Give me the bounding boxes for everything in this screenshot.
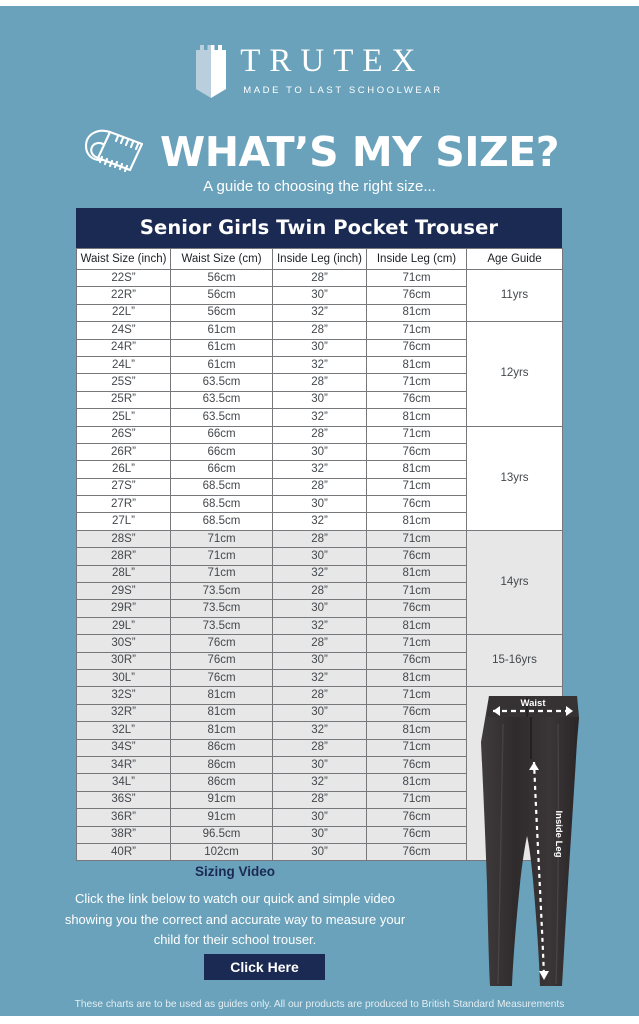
- cell-waist-inch: 28L”: [77, 565, 171, 582]
- disclaimer-text: These charts are to be used as guides only. All our products are produced to British Standard Measurements: [74, 999, 565, 1010]
- column-header-waist-inch: Waist Size (inch): [77, 249, 171, 270]
- table-row: [77, 426, 563, 443]
- cell-leg-inch: 30”: [273, 496, 367, 513]
- cell-waist-cm: 66cm: [171, 426, 273, 443]
- table-header: [77, 249, 563, 270]
- cell-leg-cm: 81cm: [367, 774, 467, 791]
- cell-leg-inch: 32”: [273, 617, 367, 634]
- cell-leg-cm: 76cm: [367, 704, 467, 721]
- cell-leg-inch: 30”: [273, 843, 367, 860]
- column-header-leg-cm: Inside Leg (cm): [367, 249, 467, 270]
- cell-leg-cm: 71cm: [367, 791, 467, 808]
- brand-tagline: MADE TO LAST SCHOOLWEAR: [243, 85, 443, 96]
- cell-waist-cm: 56cm: [171, 270, 273, 287]
- cell-waist-cm: 61cm: [171, 322, 273, 339]
- cell-waist-cm: 81cm: [171, 704, 273, 721]
- cell-waist-cm: 86cm: [171, 739, 273, 756]
- cell-waist-cm: 61cm: [171, 356, 273, 373]
- cell-waist-cm: 71cm: [171, 548, 273, 565]
- cell-waist-cm: 73.5cm: [171, 600, 273, 617]
- cell-age-guide: 15-16yrs: [467, 635, 563, 687]
- chart-title: Senior Girls Twin Pocket Trouser: [76, 208, 562, 248]
- column-header-leg-inch: Inside Leg (inch): [273, 249, 367, 270]
- waist-label: Waist: [520, 698, 546, 709]
- page-title: WHAT’S MY SIZE?: [160, 128, 559, 176]
- cell-leg-inch: 28”: [273, 583, 367, 600]
- cell-leg-inch: 30”: [273, 826, 367, 843]
- cell-waist-cm: 66cm: [171, 461, 273, 478]
- cell-waist-cm: 63.5cm: [171, 409, 273, 426]
- cell-waist-cm: 81cm: [171, 687, 273, 704]
- cell-leg-inch: 32”: [273, 304, 367, 321]
- cell-waist-inch: 30R”: [77, 652, 171, 669]
- cell-leg-cm: 76cm: [367, 756, 467, 773]
- cell-leg-inch: 30”: [273, 704, 367, 721]
- measuring-tape-icon: [80, 124, 154, 180]
- cell-waist-inch: 24L”: [77, 356, 171, 373]
- cell-waist-cm: 73.5cm: [171, 583, 273, 600]
- cell-leg-inch: 32”: [273, 722, 367, 739]
- cell-waist-inch: 22L”: [77, 304, 171, 321]
- cell-leg-inch: 32”: [273, 461, 367, 478]
- cell-age-guide: 11yrs: [467, 270, 563, 322]
- cell-age-guide: 12yrs: [467, 322, 563, 426]
- brand-name: TRUTEX: [240, 43, 425, 79]
- cell-leg-cm: 81cm: [367, 617, 467, 634]
- cell-leg-cm: 76cm: [367, 843, 467, 860]
- cell-leg-cm: 76cm: [367, 548, 467, 565]
- cell-leg-inch: 32”: [273, 409, 367, 426]
- cell-leg-cm: 81cm: [367, 669, 467, 686]
- cell-leg-cm: 76cm: [367, 826, 467, 843]
- cell-waist-inch: 27R”: [77, 496, 171, 513]
- cell-leg-inch: 28”: [273, 530, 367, 547]
- cell-waist-inch: 30S”: [77, 635, 171, 652]
- cell-waist-inch: 25S”: [77, 374, 171, 391]
- cell-waist-inch: 40R”: [77, 843, 171, 860]
- cell-leg-cm: 71cm: [367, 322, 467, 339]
- cell-waist-inch: 29R”: [77, 600, 171, 617]
- cell-waist-cm: 86cm: [171, 774, 273, 791]
- cell-leg-cm: 81cm: [367, 722, 467, 739]
- cell-waist-inch: 32S”: [77, 687, 171, 704]
- cell-waist-cm: 61cm: [171, 339, 273, 356]
- cell-leg-cm: 76cm: [367, 339, 467, 356]
- cell-leg-inch: 32”: [273, 669, 367, 686]
- cell-leg-inch: 30”: [273, 443, 367, 460]
- cell-waist-cm: 76cm: [171, 652, 273, 669]
- cell-waist-inch: 34R”: [77, 756, 171, 773]
- cell-waist-cm: 66cm: [171, 443, 273, 460]
- table-row: [77, 322, 563, 339]
- cell-waist-inch: 27L”: [77, 513, 171, 530]
- cell-leg-cm: 76cm: [367, 391, 467, 408]
- table-row: [77, 635, 563, 652]
- page-subtitle: A guide to choosing the right size...: [203, 178, 436, 195]
- cell-waist-inch: 26R”: [77, 443, 171, 460]
- cell-waist-inch: 36R”: [77, 809, 171, 826]
- cell-waist-cm: 71cm: [171, 565, 273, 582]
- cell-leg-cm: 76cm: [367, 287, 467, 304]
- inside-leg-label: Inside Leg: [553, 810, 564, 858]
- bottom-edge: [0, 1016, 639, 1024]
- cell-waist-cm: 76cm: [171, 635, 273, 652]
- cell-leg-inch: 30”: [273, 287, 367, 304]
- cell-leg-inch: 30”: [273, 652, 367, 669]
- cell-waist-inch: 30L”: [77, 669, 171, 686]
- cell-leg-cm: 71cm: [367, 530, 467, 547]
- cell-leg-cm: 71cm: [367, 687, 467, 704]
- cell-leg-inch: 28”: [273, 791, 367, 808]
- cell-waist-cm: 91cm: [171, 809, 273, 826]
- click-here-button[interactable]: Click Here: [204, 954, 325, 980]
- page-title-row: [0, 124, 639, 180]
- cell-leg-inch: 32”: [273, 356, 367, 373]
- cell-waist-inch: 24R”: [77, 339, 171, 356]
- cell-waist-inch: 25R”: [77, 391, 171, 408]
- cell-waist-cm: 86cm: [171, 756, 273, 773]
- cell-waist-cm: 81cm: [171, 722, 273, 739]
- cell-leg-cm: 76cm: [367, 600, 467, 617]
- cell-waist-inch: 38R”: [77, 826, 171, 843]
- cell-leg-inch: 30”: [273, 339, 367, 356]
- castle-shield-icon: [196, 45, 226, 98]
- cell-waist-cm: 91cm: [171, 791, 273, 808]
- cell-leg-cm: 76cm: [367, 809, 467, 826]
- cell-leg-cm: 71cm: [367, 635, 467, 652]
- cell-leg-inch: 32”: [273, 774, 367, 791]
- cell-leg-inch: 30”: [273, 756, 367, 773]
- cell-waist-cm: 76cm: [171, 669, 273, 686]
- cell-waist-cm: 71cm: [171, 530, 273, 547]
- cell-waist-cm: 63.5cm: [171, 391, 273, 408]
- top-edge: [0, 0, 639, 6]
- cell-leg-inch: 28”: [273, 322, 367, 339]
- sizing-video-title: Sizing Video: [194, 864, 275, 879]
- cell-leg-cm: 71cm: [367, 739, 467, 756]
- cell-waist-inch: 34S”: [77, 739, 171, 756]
- cell-leg-cm: 71cm: [367, 478, 467, 495]
- cell-waist-inch: 25L”: [77, 409, 171, 426]
- cell-waist-inch: 32L”: [77, 722, 171, 739]
- cell-leg-cm: 76cm: [367, 496, 467, 513]
- table-header-row: [77, 249, 563, 270]
- cell-leg-inch: 30”: [273, 809, 367, 826]
- cell-leg-cm: 81cm: [367, 304, 467, 321]
- cell-leg-cm: 81cm: [367, 409, 467, 426]
- table-row: [77, 530, 563, 547]
- table-row: [77, 270, 563, 287]
- cell-leg-inch: 30”: [273, 600, 367, 617]
- cell-leg-cm: 76cm: [367, 443, 467, 460]
- cell-leg-cm: 81cm: [367, 461, 467, 478]
- trouser-diagram: [466, 684, 639, 1004]
- cell-leg-cm: 81cm: [367, 513, 467, 530]
- cell-leg-inch: 32”: [273, 565, 367, 582]
- cell-waist-inch: 26S”: [77, 426, 171, 443]
- cell-waist-cm: 63.5cm: [171, 374, 273, 391]
- cell-waist-cm: 102cm: [171, 843, 273, 860]
- cell-waist-inch: 28R”: [77, 548, 171, 565]
- cell-leg-cm: 71cm: [367, 374, 467, 391]
- cell-leg-inch: 28”: [273, 374, 367, 391]
- cell-waist-cm: 56cm: [171, 287, 273, 304]
- cell-leg-cm: 71cm: [367, 270, 467, 287]
- cell-leg-cm: 71cm: [367, 583, 467, 600]
- column-header-waist-cm: Waist Size (cm): [171, 249, 273, 270]
- cell-age-guide: 13yrs: [467, 426, 563, 530]
- cell-leg-inch: 28”: [273, 635, 367, 652]
- cell-leg-inch: 28”: [273, 478, 367, 495]
- cell-waist-inch: 28S”: [77, 530, 171, 547]
- column-header-age-guide: Age Guide: [467, 249, 563, 270]
- cell-leg-cm: 76cm: [367, 652, 467, 669]
- cell-leg-cm: 81cm: [367, 356, 467, 373]
- cell-waist-cm: 68.5cm: [171, 496, 273, 513]
- cell-leg-cm: 71cm: [367, 426, 467, 443]
- cell-waist-inch: 26L”: [77, 461, 171, 478]
- cell-leg-inch: 28”: [273, 426, 367, 443]
- cell-waist-cm: 56cm: [171, 304, 273, 321]
- cell-waist-inch: 32R”: [77, 704, 171, 721]
- cell-waist-inch: 29L”: [77, 617, 171, 634]
- cell-leg-cm: 81cm: [367, 565, 467, 582]
- cell-leg-inch: 28”: [273, 687, 367, 704]
- cell-waist-cm: 68.5cm: [171, 513, 273, 530]
- cell-waist-cm: 96.5cm: [171, 826, 273, 843]
- cell-leg-inch: 30”: [273, 391, 367, 408]
- cell-leg-inch: 28”: [273, 739, 367, 756]
- cell-age-guide: 14yrs: [467, 530, 563, 634]
- cell-waist-inch: 27S”: [77, 478, 171, 495]
- brand-header: [0, 44, 639, 98]
- cell-leg-inch: 30”: [273, 548, 367, 565]
- cell-leg-inch: 28”: [273, 270, 367, 287]
- cell-waist-inch: 22R”: [77, 287, 171, 304]
- cell-waist-inch: 34L”: [77, 774, 171, 791]
- cell-waist-cm: 68.5cm: [171, 478, 273, 495]
- sizing-video-copy: Click the link below to watch our quick and simple video showing you the correct and accurate way to measure your child for their school trouser.: [64, 891, 406, 947]
- cell-waist-inch: 24S”: [77, 322, 171, 339]
- cell-waist-inch: 36S”: [77, 791, 171, 808]
- cell-waist-inch: 29S”: [77, 583, 171, 600]
- cell-leg-inch: 32”: [273, 513, 367, 530]
- cell-waist-cm: 73.5cm: [171, 617, 273, 634]
- cell-waist-inch: 22S”: [77, 270, 171, 287]
